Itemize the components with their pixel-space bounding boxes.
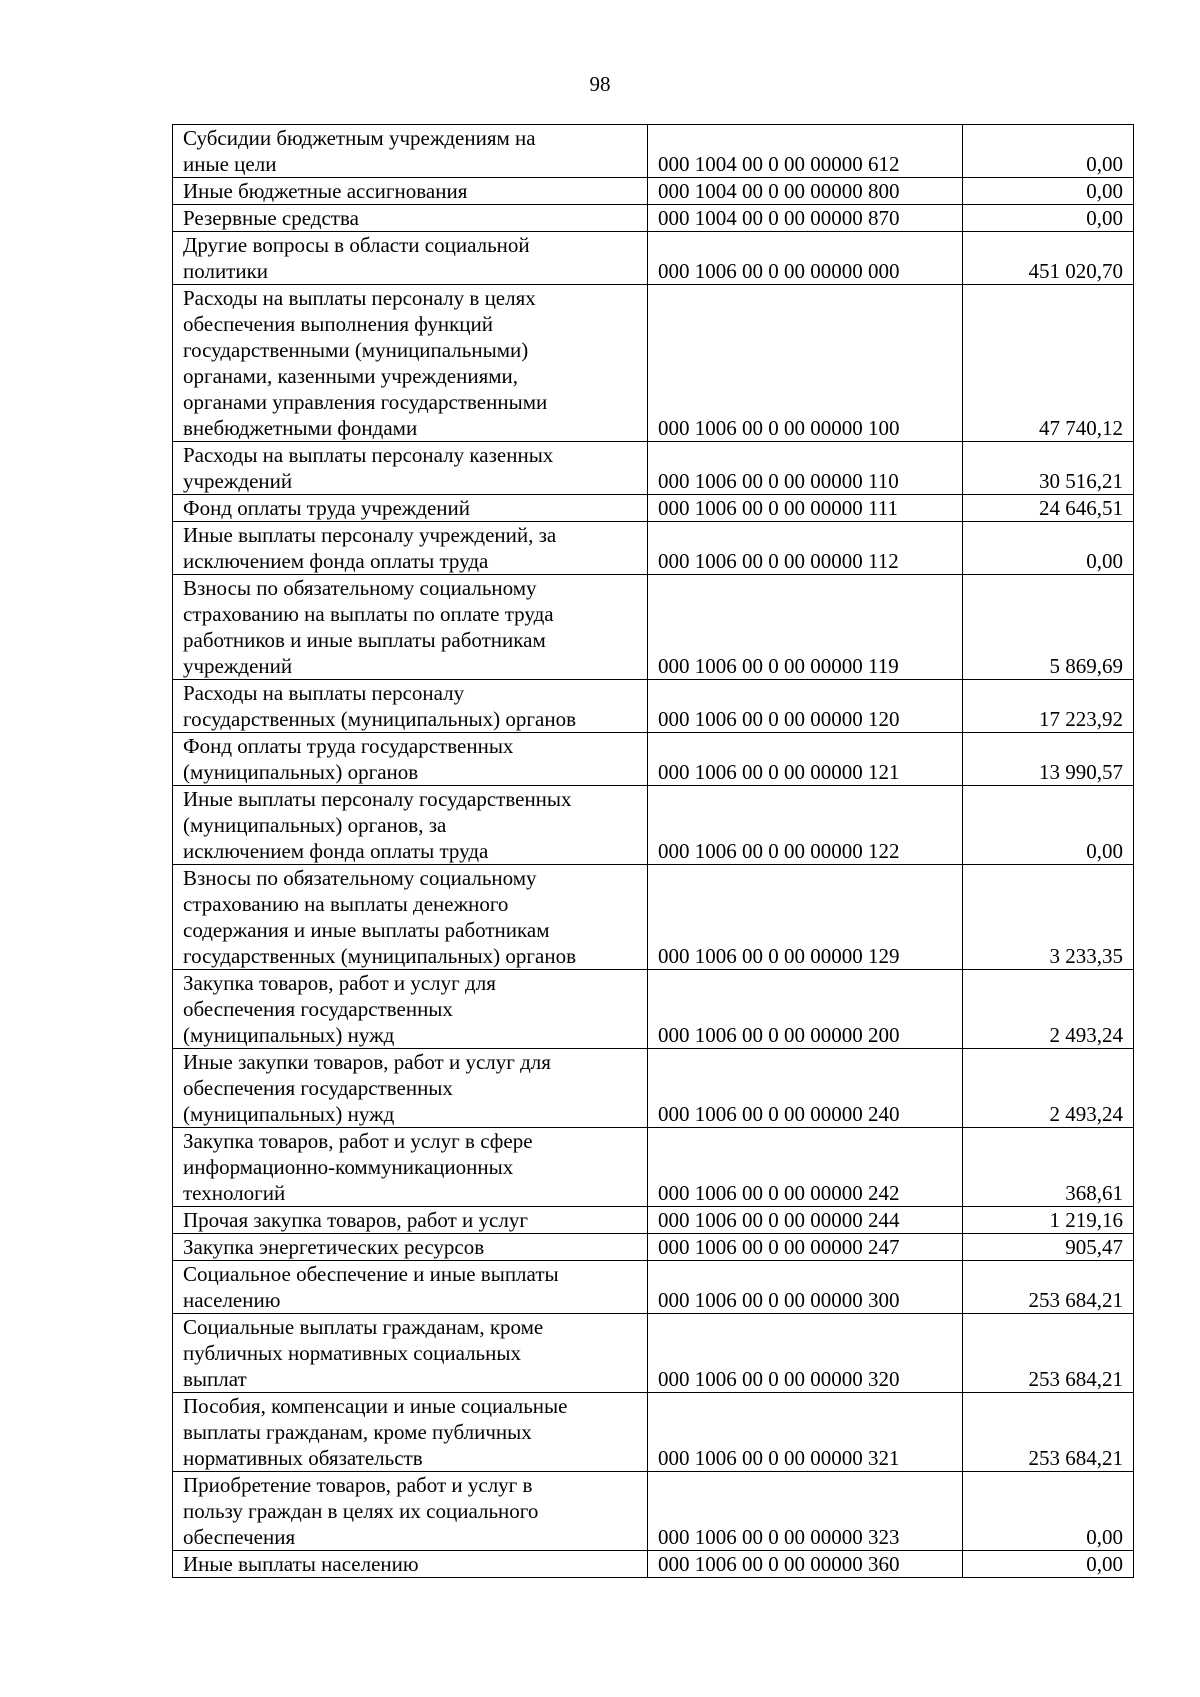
expense-name-line: (муниципальных) органов: [183, 760, 419, 784]
expense-name-line: внебюджетными фондами: [183, 416, 418, 440]
expense-name-line: (муниципальных) нужд: [183, 1102, 395, 1126]
expense-name-line: исключением фонда оплаты труда: [183, 839, 489, 863]
table-row: [173, 1207, 1134, 1234]
amount-cell: 0,00: [963, 1472, 1134, 1551]
expense-name-line: Иные выплаты населению: [183, 1552, 419, 1576]
expense-name-cell: [173, 1551, 648, 1578]
table-row: [173, 285, 1134, 442]
expense-name-line: страхованию на выплаты денежного: [183, 892, 509, 916]
table-row: [173, 680, 1134, 733]
table-row: [173, 522, 1134, 575]
expense-name-cell: [173, 786, 648, 865]
expense-name-cell: [173, 495, 648, 522]
table-row: [173, 1393, 1134, 1472]
budget-code-cell: 000 1006 00 0 00 00000 112: [648, 522, 963, 575]
expense-name-cell: [173, 205, 648, 232]
budget-code-cell: 000 1006 00 0 00 00000 000: [648, 232, 963, 285]
budget-code-cell: 000 1006 00 0 00 00000 240: [648, 1049, 963, 1128]
expense-name-line: иные цели: [183, 152, 277, 176]
budget-code-cell: 000 1004 00 0 00 00000 870: [648, 205, 963, 232]
amount-cell: 2 493,24: [963, 970, 1134, 1049]
expense-name-line: органами управления государственными: [183, 390, 548, 414]
expense-name-line: содержания и иные выплаты работникам: [183, 918, 550, 942]
amount-cell: 3 233,35: [963, 865, 1134, 970]
expense-name-line: Закупка товаров, работ и услуг в сфере: [183, 1129, 533, 1153]
expense-name-cell: [173, 1314, 648, 1393]
table-row: [173, 125, 1134, 178]
amount-cell: 5 869,69: [963, 575, 1134, 680]
table-row: [173, 1261, 1134, 1314]
table-row: [173, 495, 1134, 522]
expense-name-line: обеспечения государственных: [183, 997, 453, 1021]
expense-name-cell: [173, 232, 648, 285]
expense-name-cell: [173, 1393, 648, 1472]
budget-code-cell: 000 1006 00 0 00 00000 119: [648, 575, 963, 680]
expense-name-line: Прочая закупка товаров, работ и услуг: [183, 1208, 528, 1232]
expense-name-line: политики: [183, 259, 269, 283]
expense-name-line: обеспечения государственных: [183, 1076, 453, 1100]
expense-name-line: Резервные средства: [183, 206, 359, 230]
expense-name-cell: [173, 733, 648, 786]
expense-name-line: государственных (муниципальных) органов: [183, 944, 577, 968]
budget-code-cell: 000 1006 00 0 00 00000 247: [648, 1234, 963, 1261]
expense-name-line: Иные бюджетные ассигнования: [183, 179, 468, 203]
table-row: [173, 1472, 1134, 1551]
expense-name-line: учреждений: [183, 469, 293, 493]
amount-cell: 0,00: [963, 522, 1134, 575]
expense-name-line: страхованию на выплаты по оплате труда: [183, 602, 554, 626]
expense-name-line: Иные закупки товаров, работ и услуг для: [183, 1050, 551, 1074]
amount-cell: 0,00: [963, 178, 1134, 205]
budget-code-cell: 000 1006 00 0 00 00000 244: [648, 1207, 963, 1234]
expense-name-line: выплат: [183, 1367, 247, 1391]
expense-name-line: публичных нормативных социальных: [183, 1341, 521, 1365]
amount-cell: 0,00: [963, 125, 1134, 178]
expense-name-line: Расходы на выплаты персоналу: [183, 681, 465, 705]
expense-name-line: Иные выплаты персоналу государственных: [183, 787, 572, 811]
table-row: [173, 575, 1134, 680]
expense-name-cell: [173, 1049, 648, 1128]
expense-name-line: Пособия, компенсации и иные социальные: [183, 1394, 568, 1418]
budget-code-cell: 000 1006 00 0 00 00000 242: [648, 1128, 963, 1207]
expense-name-cell: [173, 1128, 648, 1207]
budget-code-cell: 000 1006 00 0 00 00000 110: [648, 442, 963, 495]
expense-name-cell: [173, 1261, 648, 1314]
amount-cell: 1 219,16: [963, 1207, 1134, 1234]
table-row: [173, 970, 1134, 1049]
amount-cell: 253 684,21: [963, 1393, 1134, 1472]
amount-cell: 17 223,92: [963, 680, 1134, 733]
budget-code-cell: 000 1004 00 0 00 00000 612: [648, 125, 963, 178]
expense-name-line: Закупка товаров, работ и услуг для: [183, 971, 496, 995]
budget-code-cell: 000 1006 00 0 00 00000 121: [648, 733, 963, 786]
expense-name-line: работников и иные выплаты работникам: [183, 628, 546, 652]
expense-name-line: Фонд оплаты труда государственных: [183, 734, 514, 758]
budget-code-cell: 000 1006 00 0 00 00000 300: [648, 1261, 963, 1314]
budget-code-cell: 000 1006 00 0 00 00000 321: [648, 1393, 963, 1472]
table-row: [173, 205, 1134, 232]
expense-name-line: Иные выплаты персоналу учреждений, за: [183, 523, 557, 547]
amount-cell: 0,00: [963, 1551, 1134, 1578]
amount-cell: 47 740,12: [963, 285, 1134, 442]
amount-cell: 368,61: [963, 1128, 1134, 1207]
expense-name-cell: [173, 125, 648, 178]
expense-name-line: нормативных обязательств: [183, 1446, 423, 1470]
expense-name-line: пользу граждан в целях их социального: [183, 1499, 539, 1523]
table-row: [173, 1049, 1134, 1128]
amount-cell: 30 516,21: [963, 442, 1134, 495]
expense-name-line: технологий: [183, 1181, 286, 1205]
budget-code-cell: 000 1006 00 0 00 00000 129: [648, 865, 963, 970]
table-row: [173, 1128, 1134, 1207]
budget-table: [172, 124, 1134, 1578]
table-row: [173, 178, 1134, 205]
expense-name-cell: [173, 1207, 648, 1234]
table-row: [173, 786, 1134, 865]
amount-cell: 253 684,21: [963, 1314, 1134, 1393]
expense-name-cell: [173, 285, 648, 442]
table-row: [173, 733, 1134, 786]
expense-name-line: Другие вопросы в области социальной: [183, 233, 530, 257]
expense-name-line: выплаты гражданам, кроме публичных: [183, 1420, 532, 1444]
expense-name-cell: [173, 1234, 648, 1261]
expense-name-cell: [173, 178, 648, 205]
expense-name-line: Взносы по обязательному социальному: [183, 576, 537, 600]
table-row: [173, 442, 1134, 495]
expense-name-line: Субсидии бюджетным учреждениям на: [183, 126, 536, 150]
expense-name-line: исключением фонда оплаты труда: [183, 549, 489, 573]
expense-name-line: обеспечения выполнения функций: [183, 312, 494, 336]
expense-name-line: (муниципальных) нужд: [183, 1023, 395, 1047]
amount-cell: 13 990,57: [963, 733, 1134, 786]
amount-cell: 2 493,24: [963, 1049, 1134, 1128]
budget-code-cell: 000 1006 00 0 00 00000 120: [648, 680, 963, 733]
expense-name-line: Социальные выплаты гражданам, кроме: [183, 1315, 544, 1339]
expense-name-cell: [173, 970, 648, 1049]
expense-name-line: органами, казенными учреждениями,: [183, 364, 519, 388]
amount-cell: 0,00: [963, 205, 1134, 232]
budget-code-cell: 000 1006 00 0 00 00000 111: [648, 495, 963, 522]
budget-code-cell: 000 1006 00 0 00 00000 200: [648, 970, 963, 1049]
expense-name-line: Фонд оплаты труда учреждений: [183, 496, 470, 520]
table-row: [173, 1314, 1134, 1393]
table-row: [173, 232, 1134, 285]
budget-code-cell: 000 1006 00 0 00 00000 100: [648, 285, 963, 442]
budget-table-body: [173, 125, 1134, 1578]
expense-name-cell: [173, 442, 648, 495]
expense-name-line: (муниципальных) органов, за: [183, 813, 447, 837]
expense-name-line: Расходы на выплаты персоналу казенных: [183, 443, 554, 467]
expense-name-cell: [173, 680, 648, 733]
table-row: [173, 1551, 1134, 1578]
expense-name-line: Приобретение товаров, работ и услуг в: [183, 1473, 533, 1497]
expense-name-cell: [173, 1472, 648, 1551]
amount-cell: 253 684,21: [963, 1261, 1134, 1314]
expense-name-line: Закупка энергетических ресурсов: [183, 1235, 485, 1259]
expense-name-line: Взносы по обязательному социальному: [183, 866, 537, 890]
expense-name-line: информационно-коммуникационных: [183, 1155, 514, 1179]
expense-name-line: обеспечения: [183, 1525, 296, 1549]
table-row: [173, 1234, 1134, 1261]
budget-code-cell: 000 1006 00 0 00 00000 323: [648, 1472, 963, 1551]
amount-cell: 451 020,70: [963, 232, 1134, 285]
budget-code-cell: 000 1004 00 0 00 00000 800: [648, 178, 963, 205]
expense-name-cell: [173, 575, 648, 680]
table-row: [173, 865, 1134, 970]
amount-cell: 0,00: [963, 786, 1134, 865]
budget-code-cell: 000 1006 00 0 00 00000 360: [648, 1551, 963, 1578]
expense-name-line: государственных (муниципальных) органов: [183, 707, 577, 731]
page-number: 98: [589, 72, 611, 96]
amount-cell: 905,47: [963, 1234, 1134, 1261]
expense-name-cell: [173, 522, 648, 575]
budget-code-cell: 000 1006 00 0 00 00000 320: [648, 1314, 963, 1393]
expense-name-cell: [173, 865, 648, 970]
expense-name-line: населению: [183, 1288, 281, 1312]
expense-name-line: Социальное обеспечение и иные выплаты: [183, 1262, 559, 1286]
amount-cell: 24 646,51: [963, 495, 1134, 522]
expense-name-line: учреждений: [183, 654, 293, 678]
expense-name-line: Расходы на выплаты персоналу в целях: [183, 286, 536, 310]
budget-code-cell: 000 1006 00 0 00 00000 122: [648, 786, 963, 865]
expense-name-line: государственными (муниципальными): [183, 338, 529, 362]
